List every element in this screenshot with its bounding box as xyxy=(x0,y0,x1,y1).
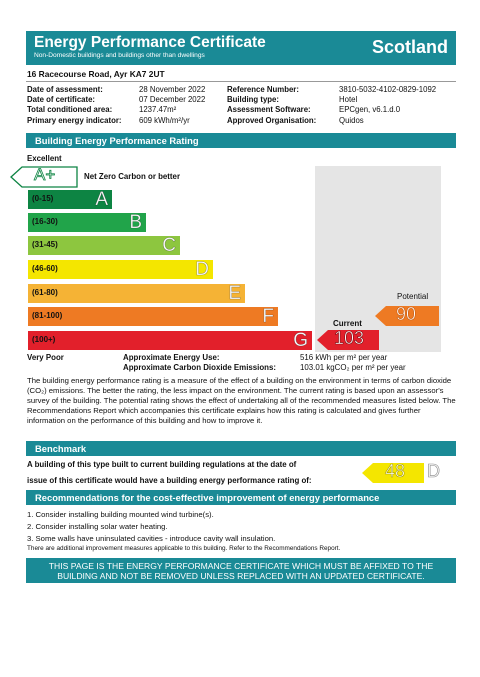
footer-line: BUILDING AND NOT BE REMOVED UNLESS REPLACED WITH AN UPDATED CERTIFICATE. xyxy=(57,571,425,581)
detail-value: 609 kWh/m²/yr xyxy=(139,115,190,125)
header-banner xyxy=(26,31,456,65)
band-range: (16-30) xyxy=(32,217,58,226)
band-e xyxy=(28,284,245,303)
benchmark-line2: issue of this certificate would have a building energy performance rating of: xyxy=(27,476,312,485)
current-value: 103 xyxy=(334,328,365,348)
benchmark-line1: A building of this type built to current building regulations at the date of xyxy=(27,460,297,469)
country-label: Scotland xyxy=(371,37,448,57)
excellent-label: Excellent xyxy=(27,154,62,163)
band-range: (61-80) xyxy=(32,288,58,297)
page-title: Energy Performance Certificate xyxy=(34,34,266,51)
detail-label: Primary energy indicator: xyxy=(27,115,122,125)
band-letter: B xyxy=(129,212,142,233)
energy-use-value: 516 kWh per m² per year xyxy=(300,353,388,362)
net-zero-label: Net Zero Carbon or better xyxy=(84,172,181,181)
band-letter: G xyxy=(293,330,308,351)
detail-value: 07 December 2022 xyxy=(139,95,206,105)
very-poor-label: Very Poor xyxy=(27,353,64,362)
band-range: (0-15) xyxy=(32,194,54,203)
band-d xyxy=(28,260,213,279)
rating-section-heading: Building Energy Performance Rating xyxy=(26,133,456,148)
recommendations-note: There are additional improvement measures applicable to this building. Refer to the Recommendations Report. xyxy=(27,545,341,552)
divider xyxy=(26,81,456,82)
details-left-labels xyxy=(27,85,121,126)
band-c xyxy=(28,236,180,255)
details-right-values xyxy=(339,85,436,126)
band-letter: E xyxy=(228,283,241,304)
band-range: (46-60) xyxy=(32,264,58,273)
detail-value: Quidos xyxy=(339,115,364,125)
detail-label: Reference Number: xyxy=(227,85,299,94)
detail-label: Date of certificate: xyxy=(27,95,96,105)
co2-label: Approximate Carbon Dioxide Emissions: xyxy=(123,363,277,372)
footer-line: THIS PAGE IS THE ENERGY PERFORMANCE CERTIFICATE WHICH MUST BE AFFIXED TO THE xyxy=(48,561,434,571)
details-right-labels xyxy=(227,85,316,126)
band-g xyxy=(28,331,312,350)
benchmark-value: 48 xyxy=(385,461,406,481)
band-letter: D xyxy=(195,259,209,280)
property-address: 16 Racecourse Road, Ayr KA7 2UT xyxy=(27,69,165,79)
recommendations-heading: Recommendations for the cost-effective improvement of energy performance xyxy=(26,490,456,505)
band-range: (31-45) xyxy=(32,240,58,249)
band-range: (81-100) xyxy=(32,311,63,320)
band-letter: A xyxy=(95,189,108,210)
detail-label: Total conditioned area: xyxy=(27,105,113,115)
detail-value: 1237.47m² xyxy=(139,105,177,115)
band-letter: C xyxy=(162,235,176,256)
detail-label: Assessment Software: xyxy=(227,105,311,115)
detail-label: Date of assessment: xyxy=(27,85,103,94)
band-a xyxy=(28,190,112,209)
recommendation-item: 3. Some walls have uninsulated cavities - introduce cavity wall insulation. xyxy=(27,534,276,543)
detail-value: Hotel xyxy=(339,95,358,105)
detail-value: 28 November 2022 xyxy=(139,85,206,94)
recommendation-item: 2. Consider installing solar water heating. xyxy=(27,522,168,531)
band-letter: F xyxy=(262,306,274,327)
rating-description: The building energy performance rating is a measure of the effect of a building on the environment in terms of carbon dioxide (CO₂) emissions. The better the rating, the less impact on the environment. The current rating is based upon an assessor's survey of the building. The potential rating shows the effect of undertaking all of the recommended measures listed below. The Recommendations Report which accompanies this certificate explains how this rating is calculated and gives further information on the performance of this building and how to improve it. xyxy=(27,376,456,425)
band-f xyxy=(28,307,278,326)
potential-label: Potential xyxy=(397,292,429,301)
benchmark-heading: Benchmark xyxy=(26,441,456,456)
detail-label: Building type: xyxy=(227,95,279,105)
band-b xyxy=(28,213,146,232)
page-subtitle: Non-Domestic buildings and buildings other than dwellings xyxy=(34,52,205,59)
detail-value: 3810-5032-4102-0829-1092 xyxy=(339,85,437,94)
recommendation-item: 1. Consider installing building mounted wind turbine(s). xyxy=(27,510,214,519)
energy-use-label: Approximate Energy Use: xyxy=(123,353,220,362)
benchmark-letter: D xyxy=(427,461,440,481)
detail-value: EPCgen, v6.1.d.0 xyxy=(339,105,401,115)
aplus-letter: A+ xyxy=(34,165,56,184)
footer-notice xyxy=(26,558,456,583)
details-left-values xyxy=(139,85,205,126)
co2-value: 103.01 kgCO₂ per m² per year xyxy=(300,363,406,372)
current-label: Current xyxy=(333,319,362,328)
band-range: (100+) xyxy=(32,335,56,344)
potential-value: 90 xyxy=(396,304,417,324)
detail-label: Approved Organisation: xyxy=(227,115,317,125)
